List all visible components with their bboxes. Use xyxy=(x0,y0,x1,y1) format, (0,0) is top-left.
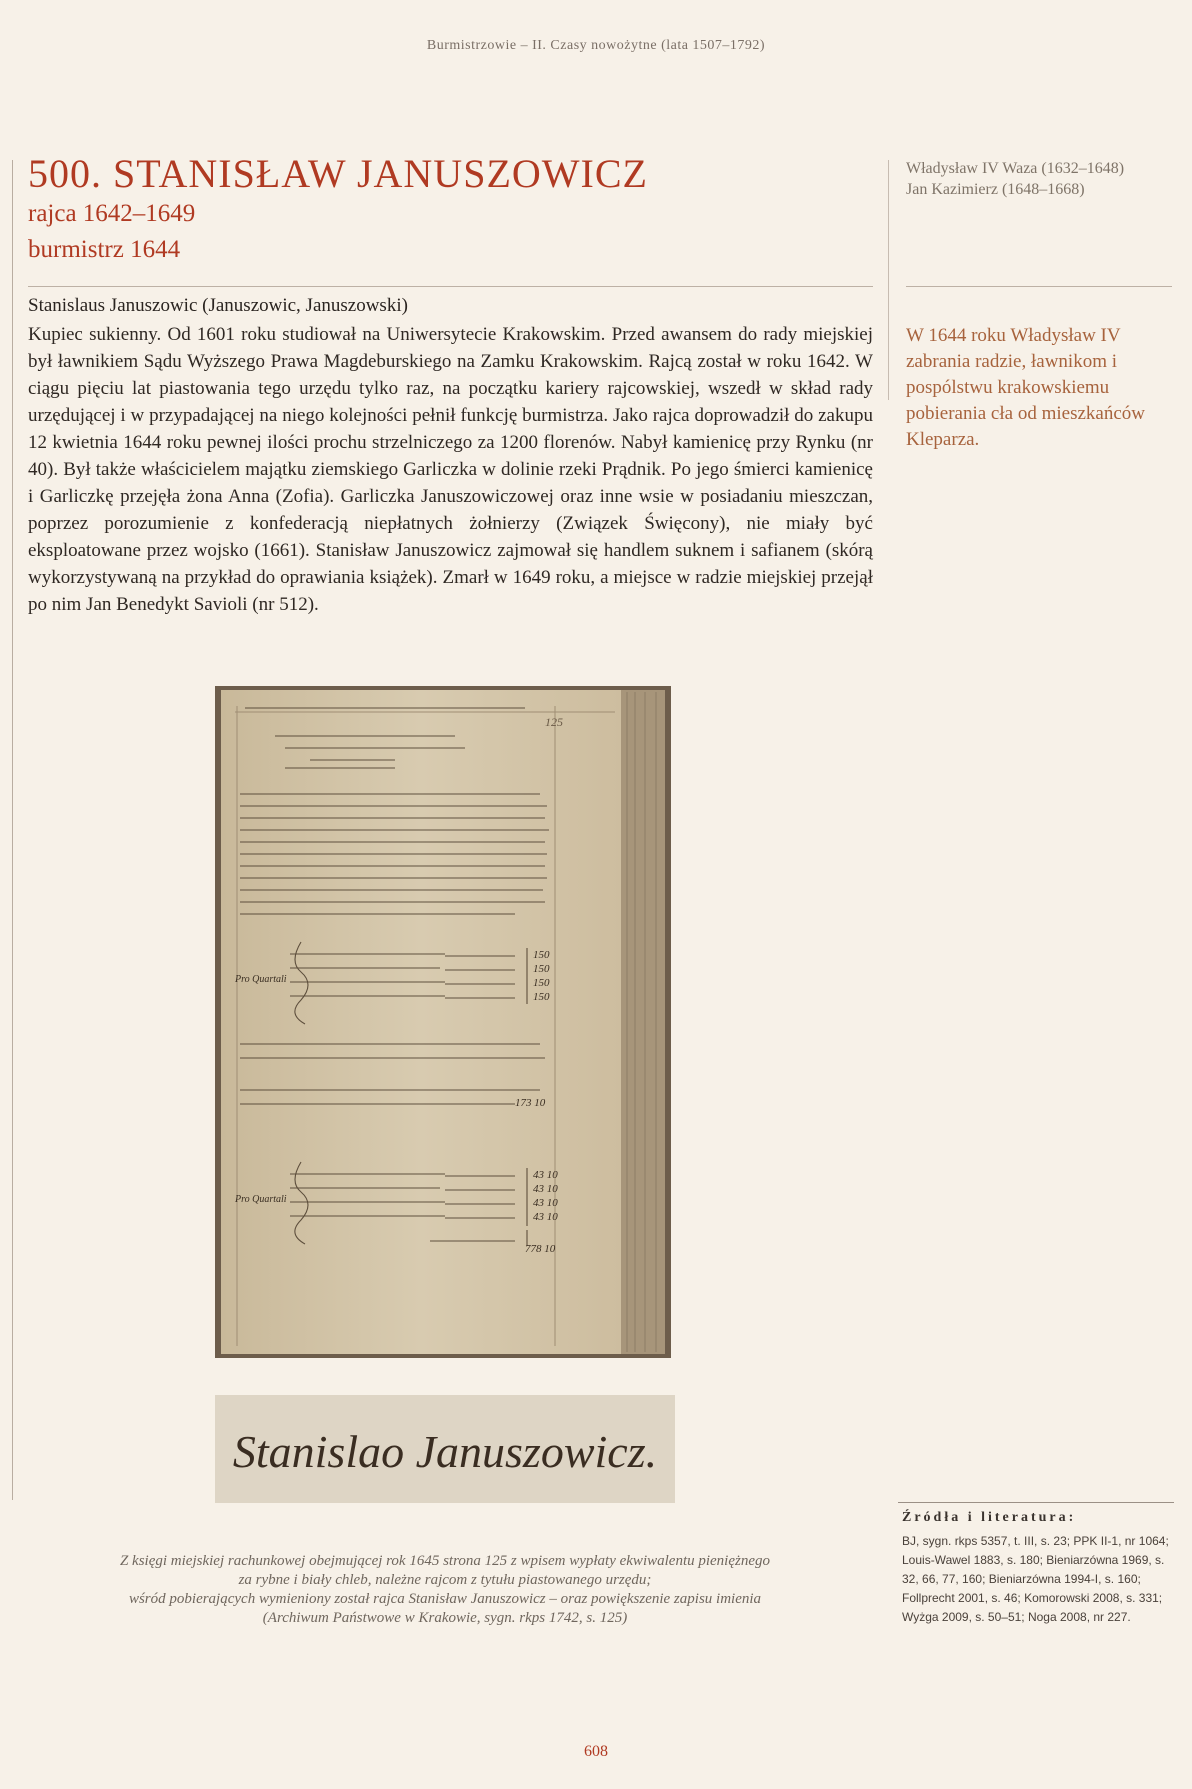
page-edges xyxy=(621,690,665,1354)
amount-1c: 150 xyxy=(533,977,550,989)
signature-enlargement xyxy=(215,1395,675,1503)
amount-2a: 43 10 xyxy=(533,1169,558,1181)
amount-1a: 150 xyxy=(533,949,550,961)
pro-quartali-2: Pro Quartali xyxy=(235,1194,287,1205)
left-margin-rule xyxy=(12,160,13,1500)
amount-1d: 150 xyxy=(533,991,550,1003)
caption-line-1: Z księgi miejskiej rachunkowej obejmującej rok 1645 strona 125 z wpisem wypłaty ekwiwalentu pieniężnego xyxy=(119,1553,771,1569)
alternate-names: Stanislaus Januszowic (Januszowic, Januszowski) xyxy=(28,295,408,316)
signature-text: Stanislao Januszowicz. xyxy=(232,1426,658,1477)
entry-office-mayor: burmistrz 1644 xyxy=(28,236,181,263)
amount-1b: 150 xyxy=(533,963,550,975)
running-head: Burmistrzowie – II. Czasy nowożytne (lata 1507–1792) xyxy=(426,38,766,53)
total-2: 173 10 xyxy=(515,1097,546,1109)
biography-text: Kupiec sukienny. Od 1601 roku studiował na Uniwersytecie Krakowskim. Przed awansem do rady miejskiej był ławnikiem Sądu Wyższego Prawa Magdeburskiego na Zamku Krakowskim. Rajcą został w roku 1642. W ciągu pięciu lat piastowania tego urzędu tylko raz, na początku kariery rajcowskiej, wszedł w skład rady urzędującej i w przypadającej na niego kolejności pełnił funkcję burmistrza. Jako rajca doprowadził do zakupu 12 kwietnia 1644 roku pewnej ilości prochu strzelniczego za 1200 florenów. Nabył kamienicę przy Rynku (nr 40). Był także właścicielem majątku ziemskiego Garliczka w dolinie rzeki Prądnik. Po jego śmierci kamienicę i Garliczkę przejęła żona Anna (Zofia). Garliczka Januszowiczowej oraz inne wsie w posiadaniu mieszczan, poprzez porozumienie z konfederacją niepłatnych żołnierzy (Związek Święcony), nie miały być eksploatowane przez wojsko (1661). Stanisław Januszowicz zajmował się handlem suknem i safianem (skórą wykorzystywaną na przykład do oprawiania książek). Zmarł w 1649 roku, a miejsce w radzie miejskiej przejął po nim Jan Benedykt Savioli (nr 512). xyxy=(28,324,873,615)
figure-caption xyxy=(60,1552,830,1628)
reign-2: Jan Kazimierz (1648–1668) xyxy=(906,181,1085,198)
entry-office-councillor: rajca 1642–1649 xyxy=(28,200,196,227)
amount-2c: 43 10 xyxy=(533,1197,558,1209)
caption-line-2: za rybne i biały chleb, należne rajcom z tytułu piastowanego urzędu; xyxy=(238,1572,652,1588)
amount-2d: 43 10 xyxy=(533,1211,558,1223)
caption-line-3: wśród pobierających wymieniony został rajca Stanisław Januszowicz – oraz powiększenie zapisu imienia xyxy=(128,1591,762,1607)
manuscript-scan xyxy=(215,686,671,1358)
sidebar-header-rule xyxy=(906,286,1172,287)
sidebar-divider xyxy=(888,160,889,400)
sources-rule xyxy=(898,1502,1174,1503)
manuscript-page xyxy=(221,690,621,1354)
caption-line-4: (Archiwum Państwowe w Krakowie, sygn. rkps 1742, s. 125) xyxy=(262,1610,628,1626)
entry-title: 500. STANISŁAW JANUSZOWICZ xyxy=(28,151,648,196)
sources-text: BJ, sygn. rkps 5357, t. III, s. 23; PPK II-1, nr 1064; Louis-Wawel 1883, s. 180; Bieniarzówna 1969, s. 32, 66, 77, 160; Bieniarzówna 1994-I, s. 160; Follprecht 2001, s. 46; Komorowski 2008, s. 331; Wyżga 2009, s. 50–51; Noga 2008, nr 227. xyxy=(902,1534,1169,1624)
margin-note: W 1644 roku Władysław IV zabrania radzie, ławnikom i pospólstwu krakowskiemu pobierania cła od mieszkańców Kleparza. xyxy=(906,325,1145,450)
page-number: 608 xyxy=(584,1743,608,1760)
manuscript-page-number: 125 xyxy=(545,715,563,729)
sources-heading: Źródła i literatura: xyxy=(902,1510,1077,1525)
grand-total: 778 10 xyxy=(525,1243,556,1255)
amount-2b: 43 10 xyxy=(533,1183,558,1195)
header-rule xyxy=(28,286,873,287)
reign-1: Władysław IV Waza (1632–1648) xyxy=(906,160,1125,177)
pro-quartali-1: Pro Quartali xyxy=(235,974,287,985)
